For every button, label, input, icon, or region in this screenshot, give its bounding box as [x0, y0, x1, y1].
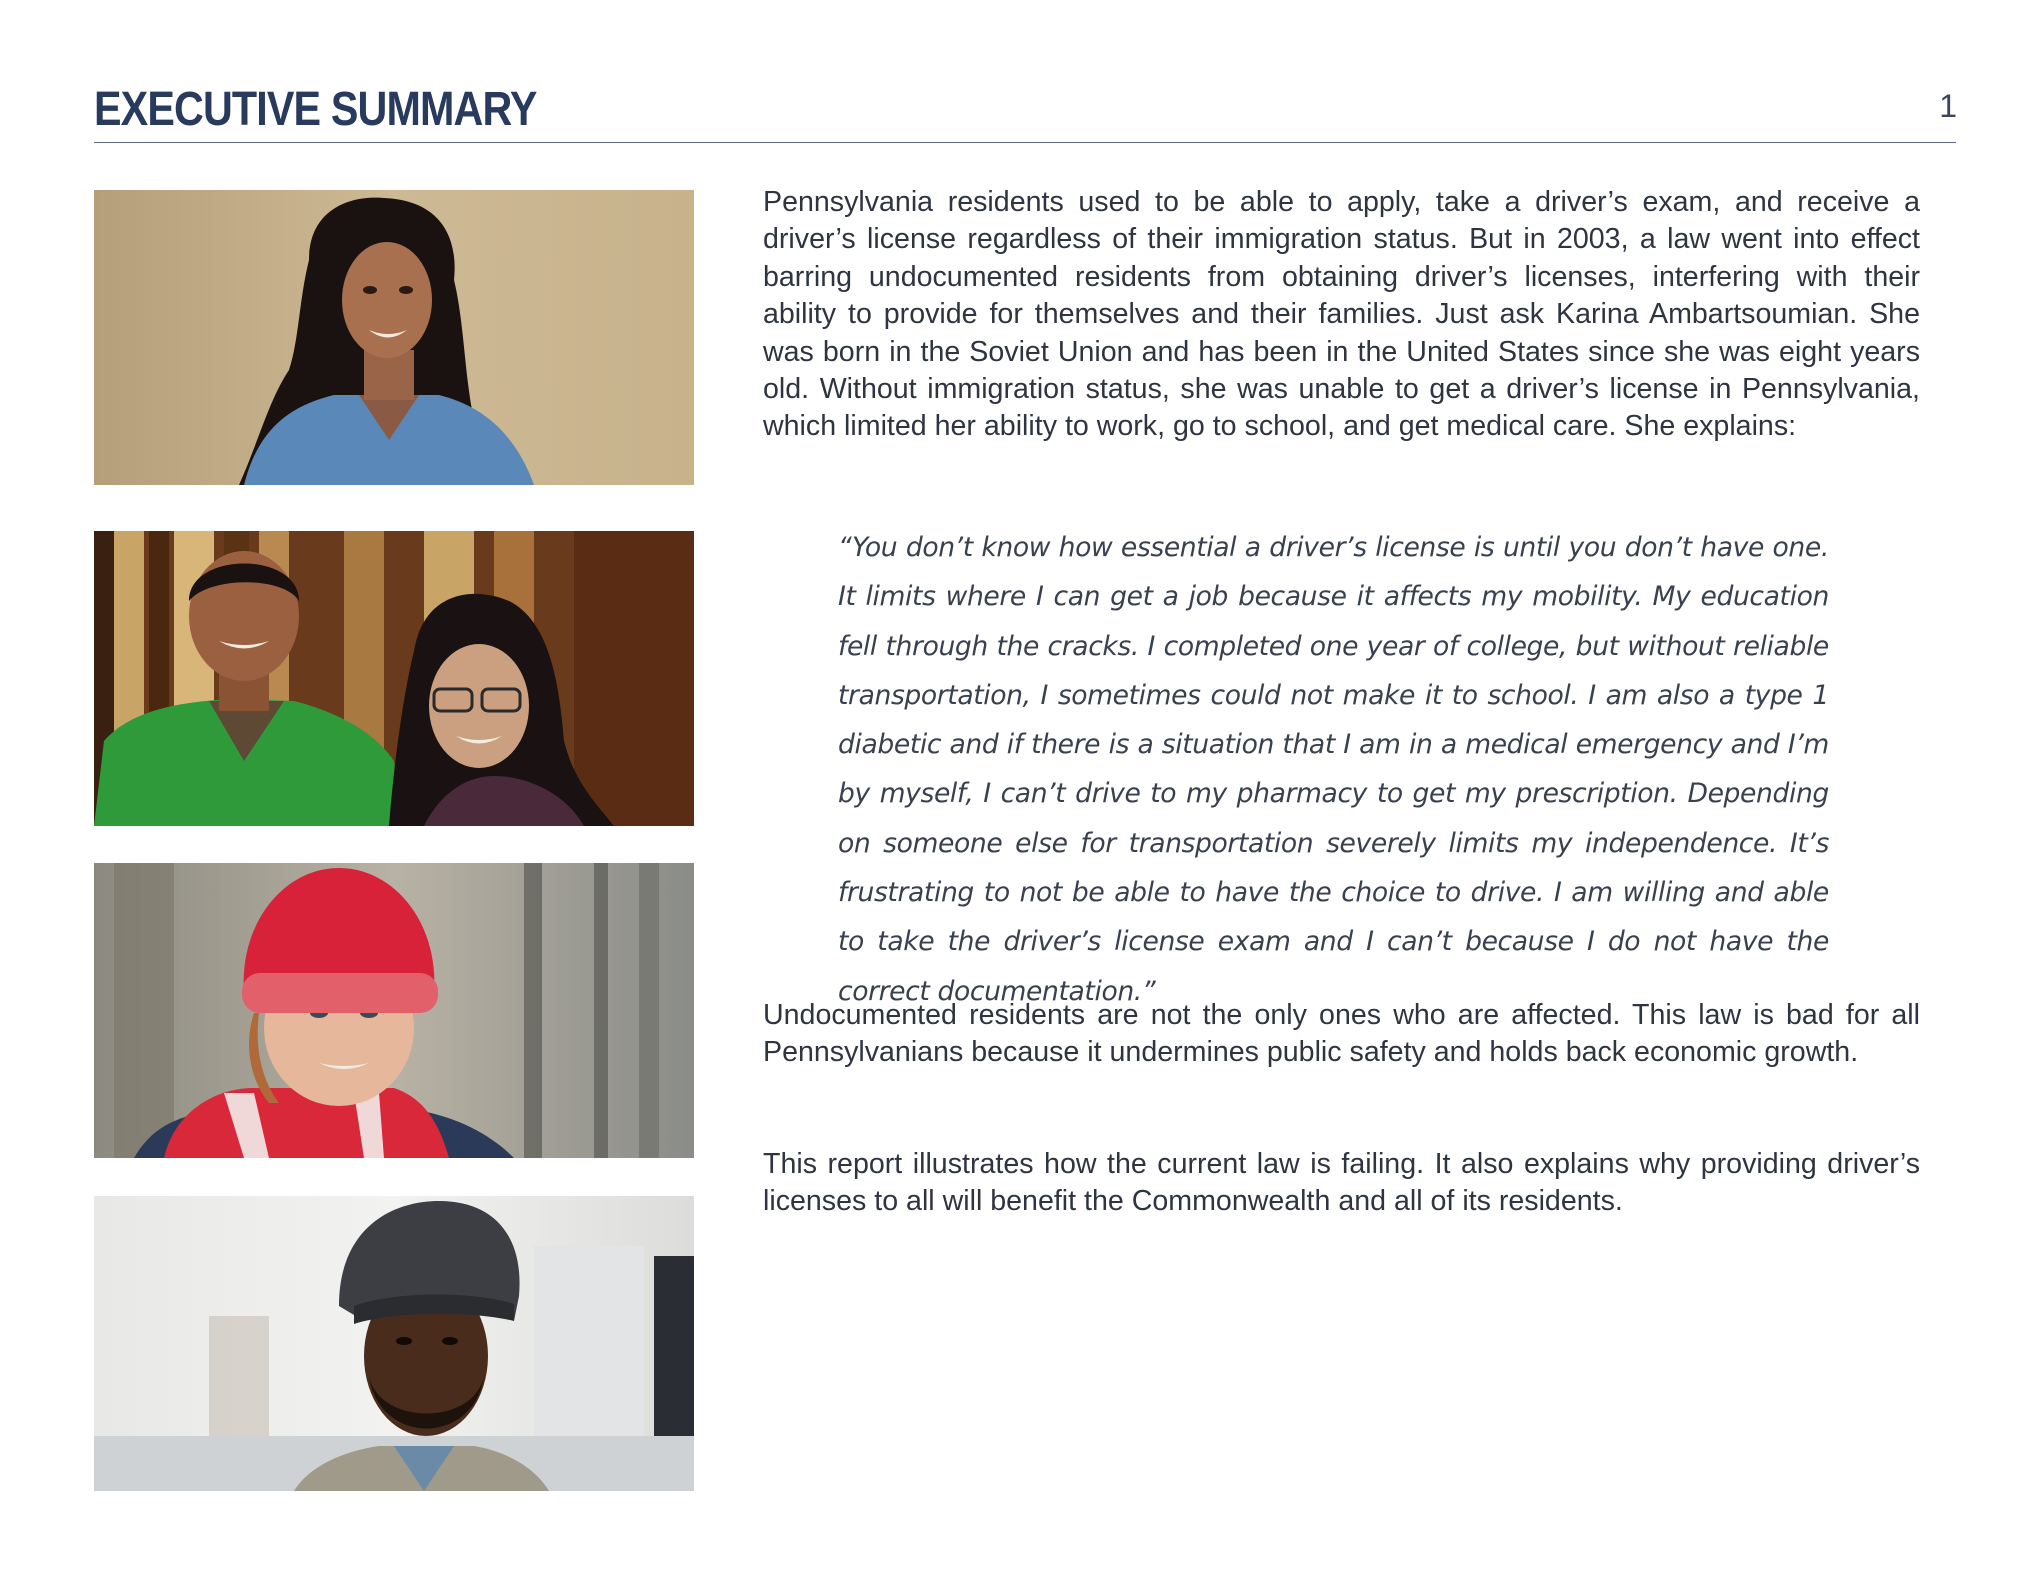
page-number: 1 [1939, 88, 1957, 124]
portrait-photo-woman-curly-hair [94, 190, 694, 485]
intro-paragraph: Pennsylvania residents used to be able to apply, take a driver’s exam, and receive a driver’s license regardless of their immigration status. But in 2003, a law went into effect barring undocumented residents from obtaining driver’s licenses, interfering with their ability to provide for themselves and their families. Just ask Karina Ambartsoumian. She was born in the Soviet Union and has been in the United States since she was eight years old. Without immigration status, she was unable to get a driver’s license in Pennsylvania, which limited her ability to work, go to school, and get medical care. She explains: [763, 186, 1920, 443]
portrait-photo-young-couple [94, 531, 694, 826]
portrait-photo-woman-red-hat [94, 863, 694, 1158]
report-purpose-paragraph: This report illustrates how the current law is failing. It also explains why providing driver’s licenses to all will benefit the Commonwealth and all of its residents. [763, 1148, 1920, 1218]
page-title: EXECUTIVE SUMMARY [94, 83, 537, 136]
header-divider [94, 142, 1956, 143]
portrait-photo-man-knit-cap [94, 1196, 694, 1491]
testimonial-quote: “You don’t know how essential a driver’s license is until you don’t have one. It limits where I can get a job because it affects my mobility. My education fell through the cracks. I completed one year of college, but without reliable transportation, I sometimes could not make it to school. I am also a type 1 diabetic and if there is a situation that I am in a medical emergency and I’m by myself, I can’t drive to my pharmacy to get my prescription. Depending on someone else for transportation severely limits my independence. It’s frustrating to not be able to have the choice to drive. I am willing and able to take the driver’s license exam and I can’t because I do not have the correct documentation.” [838, 532, 1829, 1007]
impact-paragraph: Undocumented residents are not the only ones who are affected. This law is bad for all Pennsylvanians because it undermines public safety and holds back economic growth. [763, 999, 1920, 1069]
